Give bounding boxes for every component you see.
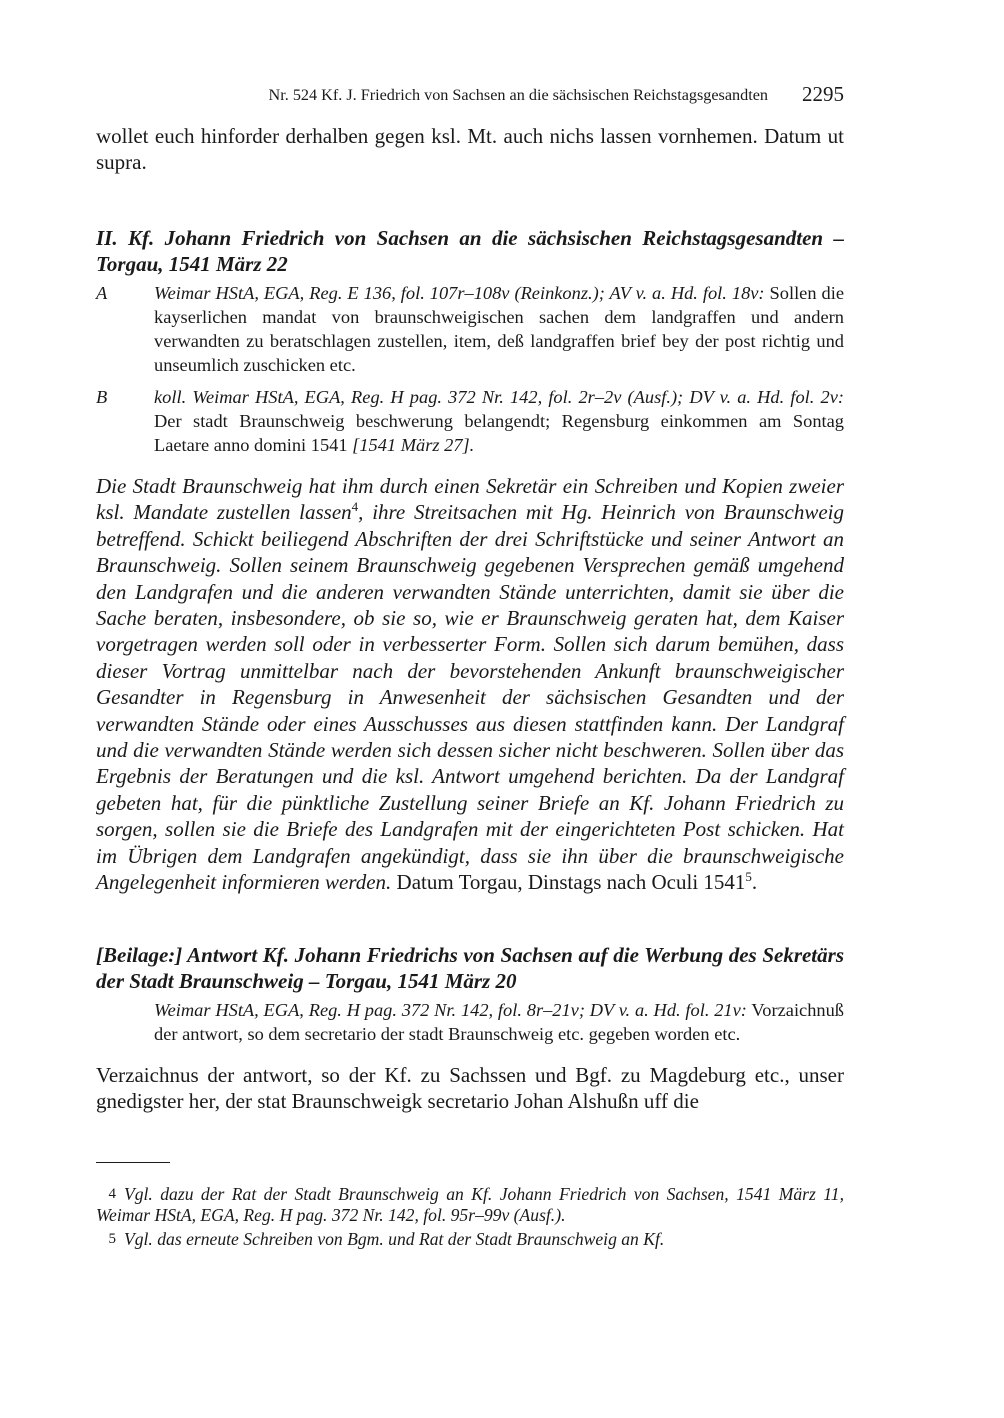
summary-text-part2: , ihre Streitsachen mit Hg. Heinrich von Braunschweig betreffend. Schickt beiliegend Abschriften der drei Schriftstücke und seiner Antwort an Braunschweig. Sollen seinem Braunschweig gegebenen Versprechen gemäß umgehend den Landgrafen und die anderen verwandten Stände unterrichten, damit sie über die Sache beraten, insbesondere, ob sie so, wie er Braunschweig geraten hat, dem Kaiser vorgetragen werden soll oder in verbesserter Form. Sollen sich darum bemühen, dass dieser Vortrag unmittelbar nach der bevorstehenden Ankunft braunschweigischer Gesandter in Regensburg in Anwesenheit der sächsischen Gesandten und der verwandten Stände oder eines Ausschusses aus diesen stattfinden kann. Der Landgraf und die verwandten Stände werden sich dessen sicher nicht beschweren. Sollen über das Ergebnis der Beratungen und die ksl. Antwort umgehend berichten. Da der Landgraf gebeten hat, für die pünktliche Zustellung seiner Briefe an Kf. Johann Friedrich zu sorgen, sollen sie die Briefe des Landgrafen mit der eingerichteten Post schicken. Hat im Übrigen dem Landgrafen angekündigt, dass sie ihn über die braunschweigische Angelegenheit informieren werden. [96, 500, 844, 895]
source-a [96, 281, 844, 377]
footnote-5-mark: 5 [108, 1231, 116, 1247]
beilage-source [154, 998, 844, 1046]
summary-text-part1: Die Stadt Braunschweig hat ihm durch einen Sekretär ein Schreiben und Kopien zweier ksl. Mandate zustellen lassen [96, 474, 844, 525]
source-a-label: A [96, 283, 108, 303]
dating-line: Datum Torgau, Dinstags nach Oculi 1541 [391, 870, 746, 895]
running-header [96, 82, 844, 108]
section-2-summary [96, 473, 844, 896]
source-a-text [154, 281, 844, 377]
section-2-heading: II. Kf. Johann Friedrich von Sachsen an die sächsischen Reichstagsgesandten – Torgau, 1541 März 22 [96, 226, 844, 276]
source-a-citation: Weimar HStA, EGA, Reg. E 136, fol. 107r–108v (Reinkonz.); AV v. a. Hd. fol. 18v: [154, 283, 765, 303]
beilage-section [96, 942, 844, 1115]
footnote-divider [96, 1162, 170, 1163]
dating-end: . [751, 870, 758, 895]
footnote-4-mark: 4 [108, 1186, 116, 1202]
source-b-description: Der stadt Braunschweig beschwerung belangendt; Regensburg einkommen am Sontag Laetare anno domini 1541 [154, 411, 844, 455]
footnote-ref-5[interactable]: 5 [745, 869, 752, 885]
source-b-date-note: [1541 März 27]. [352, 435, 475, 455]
running-title: Nr. 524 Kf. J. Friedrich von Sachsen an die sächsischen Reichstagsgesandten [268, 86, 768, 104]
page-number: 2295 [802, 82, 844, 106]
beilage-source-citation: Weimar HStA, EGA, Reg. H pag. 372 Nr. 142, fol. 8r–21v; DV v. a. Hd. fol. 21v: [154, 1000, 747, 1020]
opening-paragraph: wollet euch hinforder derhalben gegen ksl. Mt. auch nichs lassen vornhemen. Datum ut supra. [96, 124, 844, 175]
footnote-4-text: Vgl. dazu der Rat der Stadt Braunschweig an Kf. Johann Friedrich von Sachsen, 1541 März 11, Weimar HStA, EGA, Reg. H pag. 372 Nr. 142, fol. 95r–99v (Ausf.). [96, 1184, 844, 1225]
footnote-5 [96, 1229, 844, 1250]
footnote-5-text: Vgl. das erneute Schreiben von Bgm. und Rat der Stadt Braunschweig an Kf. [124, 1229, 665, 1249]
source-b-citation: koll. Weimar HStA, EGA, Reg. H pag. 372 Nr. 142, fol. 2r–2v (Ausf.); DV v. a. Hd. fol. 2v: [154, 387, 844, 407]
footnote-ref-4[interactable]: 4 [351, 499, 359, 515]
beilage-heading: [Beilage:] Antwort Kf. Johann Friedrichs von Sachsen auf die Werbung des Sekretärs der Stadt Braunschweig – Torgau, 1541 März 20 [96, 943, 844, 993]
footnotes [96, 1184, 844, 1250]
footnote-4 [96, 1184, 844, 1226]
beilage-text: Verzaichnus der antwort, so der Kf. zu Sachssen und Bgf. zu Magdeburg etc., unser gnedigster her, der stat Braunschweigk secretario Johan Alshußn uff die [96, 1063, 844, 1114]
beilage-source-description: Vorzaichnuß der antwort, so dem secretario der stadt Braunschweig etc. gegeben worden etc. [154, 1000, 844, 1044]
source-a-description: Sollen die kayserlichen mandat von braunschweigischen sachen dem landgraffen und andern verwandten zu beratschlagen zustellen, item, deß landgraffen brief bey der post richtig und unseumlich zuschicken etc. [154, 283, 844, 375]
source-b-label: B [96, 387, 108, 407]
source-b [96, 385, 844, 457]
opening-paragraph-block [96, 123, 844, 176]
section-2 [96, 225, 844, 896]
source-b-text [154, 385, 844, 457]
